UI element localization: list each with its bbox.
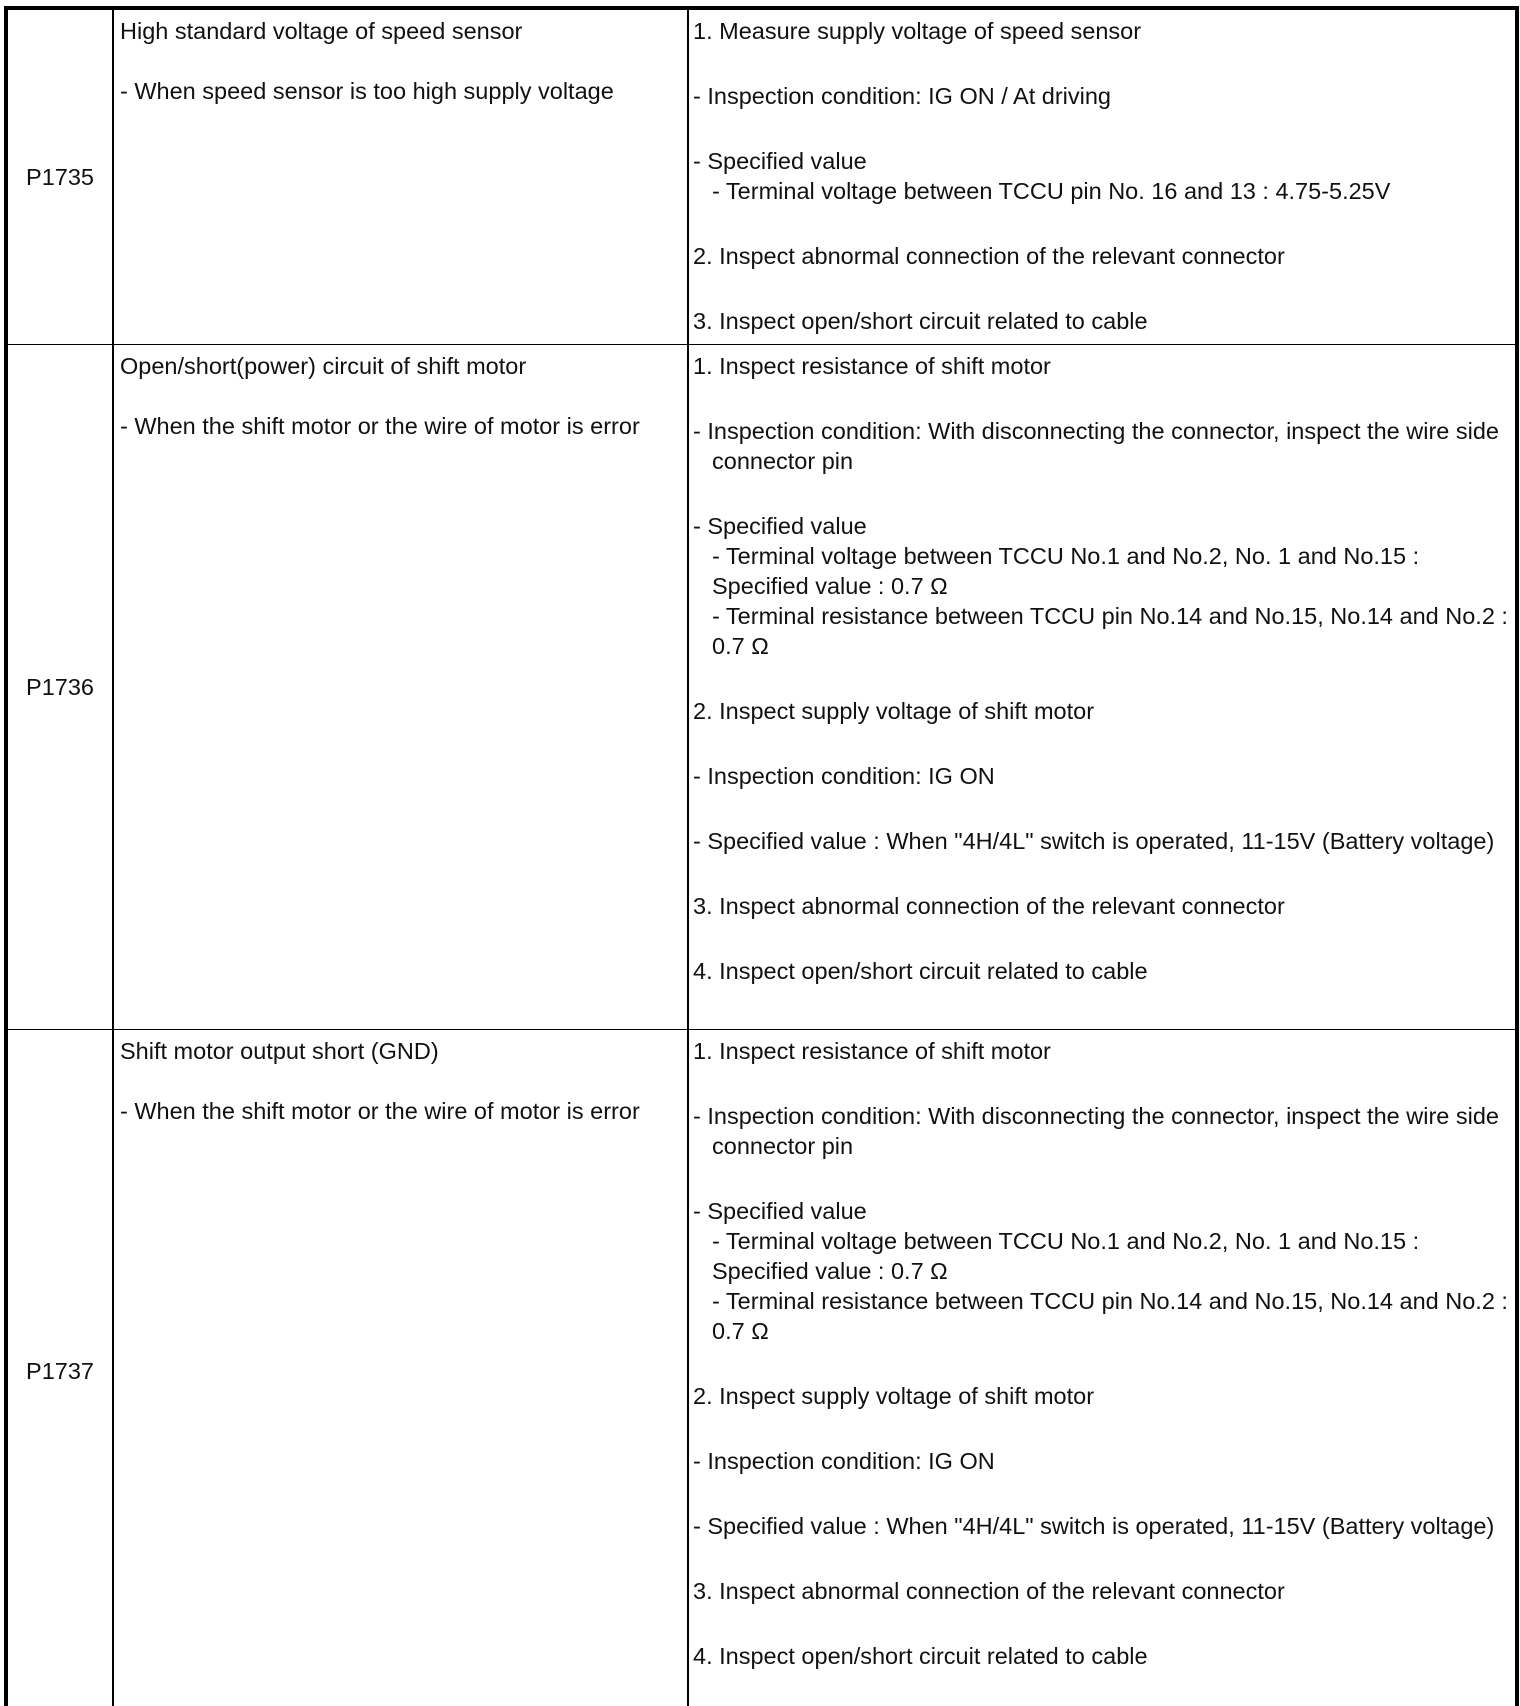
check-step: 4. Inspect open/short circuit related to cable [693,957,1148,984]
fault-description [113,344,688,1029]
check-substep: - Terminal voltage between TCCU pin No. 16 and 13 : 4.75-5.25V [712,178,1391,204]
fault-description [113,1029,688,1706]
check-substep: - Terminal voltage between TCCU No.1 and No.2, No. 1 and No.15 : Specified value : 0.7 Ω [712,542,1420,599]
check-step: - Inspection condition: IG ON [693,1447,995,1474]
fault-title: Shift motor output short (GND) [120,1037,439,1064]
check-step-group [693,146,1511,206]
check-step: - Specified value [693,148,867,174]
check-step: - Specified value : When "4H/4L" switch is operated, 11-15V (Battery voltage) [693,1512,1495,1539]
check-substep: - Terminal voltage between TCCU No.1 and No.2, No. 1 and No.15 : Specified value : 0.7 Ω [712,1227,1420,1284]
check-procedure [688,1029,1517,1706]
check-step: 3. Inspect abnormal connection of the relevant connector [693,892,1285,919]
dtc-table [4,6,1519,1706]
table-row [6,8,1517,344]
check-step: - Specified value [693,512,867,539]
dtc-code: P1736 [6,344,113,1029]
check-step-group [693,511,1511,661]
check-step: 1. Measure supply voltage of speed sensor [693,18,1142,44]
fault-title: High standard voltage of speed sensor [120,18,523,44]
check-step: 1. Inspect resistance of shift motor [693,352,1051,379]
check-step-group [693,1196,1511,1346]
table-row [6,344,1517,1029]
check-substep: - Terminal resistance between TCCU pin No.14 and No.15, No.14 and No.2 : 0.7 Ω [712,1287,1508,1344]
check-step: - Specified value [693,1197,867,1224]
fault-title: Open/short(power) circuit of shift motor [120,352,527,379]
check-step: 1. Inspect resistance of shift motor [693,1037,1051,1064]
fault-condition: - When the shift motor or the wire of motor is error [120,1097,640,1124]
check-step: - Inspection condition: With disconnecting the connector, inspect the wire side connector pin [693,417,1499,474]
fault-description [113,8,688,344]
check-step: 2. Inspect supply voltage of shift motor [693,1382,1095,1409]
check-step: 2. Inspect abnormal connection of the relevant connector [693,243,1285,269]
check-step: 4. Inspect open/short circuit related to cable [693,1642,1148,1669]
check-procedure [688,344,1517,1029]
check-substep: - Terminal resistance between TCCU pin No.14 and No.15, No.14 and No.2 : 0.7 Ω [712,602,1508,659]
check-step: - Inspection condition: With disconnecting the connector, inspect the wire side connector pin [693,1102,1499,1159]
check-step: - Inspection condition: IG ON [693,762,995,789]
dtc-code: P1735 [6,8,113,344]
dtc-code: P1737 [6,1029,113,1706]
fault-condition: - When the shift motor or the wire of motor is error [120,412,640,439]
check-step: 3. Inspect open/short circuit related to cable [693,308,1148,334]
fault-condition: - When speed sensor is too high supply voltage [120,78,614,104]
check-step: - Inspection condition: IG ON / At driving [693,83,1111,109]
check-step: 2. Inspect supply voltage of shift motor [693,697,1095,724]
check-step: 3. Inspect abnormal connection of the relevant connector [693,1577,1285,1604]
table-row [6,1029,1517,1706]
check-procedure [688,8,1517,344]
check-step: - Specified value : When "4H/4L" switch is operated, 11-15V (Battery voltage) [693,827,1495,854]
